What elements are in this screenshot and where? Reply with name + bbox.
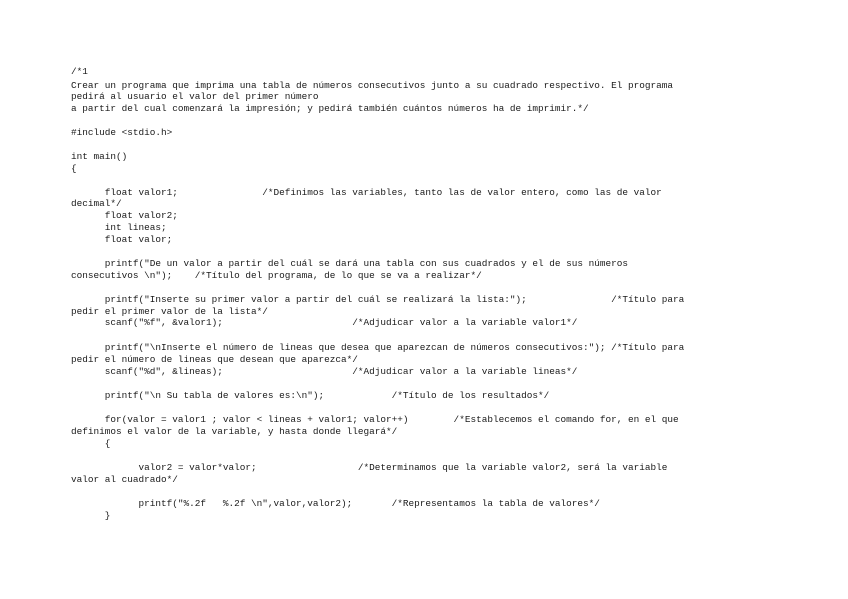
code-line: float valor1; /*Definimos las variables, tanto las de valor entero, como las de valor (71, 187, 662, 198)
code-line: definimos el valor de la variable, y hasta donde llegará*/ (71, 426, 398, 437)
code-line: Crear un programa que imprima una tabla de números consecutivos junto a su cuadrado respectivo. El programa (71, 80, 673, 91)
code-line: { (71, 438, 111, 449)
code-line: int lineas; (71, 222, 167, 233)
code-line: /*1 (71, 66, 88, 77)
code-line: consecutivos \n"); /*Título del programa, de lo que se va a realizar*/ (71, 270, 482, 281)
code-line: } (71, 510, 111, 521)
code-line: decimal*/ (71, 198, 122, 209)
code-line: printf("\n Su tabla de valores es:\n"); /*Título de los resultados*/ (71, 390, 550, 401)
code-line: printf("Inserte su primer valor a partir del cuál se realizará la lista:"); /*Título para (71, 294, 685, 305)
code-line: #include <stdio.h> (71, 127, 173, 138)
code-line: scanf("%f", &valor1); /*Adjudicar valor a la variable valor1*/ (71, 317, 578, 328)
code-line: scanf("%d", &lineas); /*Adjudicar valor a la variable lineas*/ (71, 366, 578, 377)
code-line: float valor2; (71, 210, 178, 221)
code-line: printf("%.2f %.2f \n",valor,valor2); /*Representamos la tabla de valores*/ (71, 498, 600, 509)
code-line: float valor; (71, 234, 173, 245)
code-line: valor2 = valor*valor; /*Determinamos que la variable valor2, será la variable (71, 462, 668, 473)
code-line: for(valor = valor1 ; valor < lineas + valor1; valor++) /*Establecemos el comando for, en el que (71, 414, 679, 425)
code-line: { (71, 163, 77, 174)
code-line: pedir el primer valor de la lista*/ (71, 306, 268, 317)
code-line: printf("\nInserte el número de lineas que desea que aparezcan de números consecutivos:"); /*Título para (71, 342, 685, 353)
code-line: printf("De un valor a partir del cuál se dará una tabla con sus cuadrados y el de sus números (71, 258, 628, 269)
code-line: pedir el número de lineas que desean que aparezca*/ (71, 354, 358, 365)
code-line: valor al cuadrado*/ (71, 474, 178, 485)
code-line: a partir del cual comenzará la impresión; y pedirá también cuántos números ha de imprimir.*/ (71, 103, 589, 114)
code-line: pedirá al usuario el valor del primer número (71, 91, 319, 102)
code-line: int main() (71, 151, 128, 162)
